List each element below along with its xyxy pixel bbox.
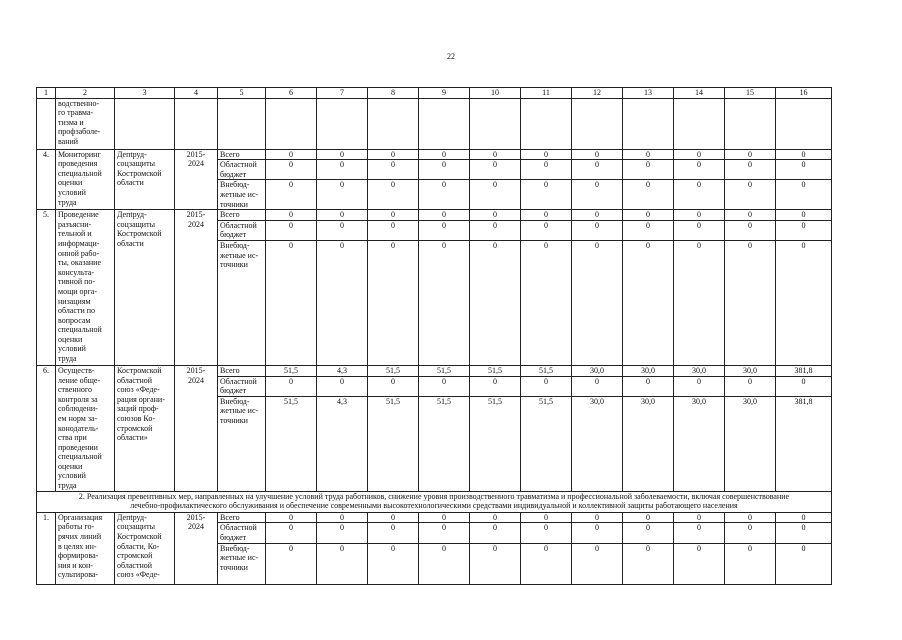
- period-cell: 2015- 2024: [175, 512, 218, 584]
- value-cell: 51,5: [266, 396, 317, 491]
- value-cell: 0: [725, 210, 776, 221]
- value-cell: 0: [317, 210, 368, 221]
- value-cell: 0: [674, 240, 725, 365]
- value-cell: 0: [266, 180, 317, 210]
- value-cell: 0: [266, 543, 317, 584]
- value-cell: 0: [419, 376, 470, 396]
- value-cell: 0: [317, 220, 368, 240]
- table-row: [37, 149, 832, 160]
- value-cell: 0: [317, 180, 368, 210]
- value-cell: 30,0: [725, 396, 776, 491]
- value-cell: 0: [725, 180, 776, 210]
- funding-source-label: Всего: [218, 512, 266, 523]
- funding-source-label: Внебюд- жетные ис- точники: [218, 396, 266, 491]
- value-cell: 0: [317, 240, 368, 365]
- measure-cell: водственно- го травма- тизма и профзаболе- ваний: [56, 98, 115, 149]
- value-cell: 0: [368, 543, 419, 584]
- cell-no: 6.: [37, 365, 56, 491]
- value-cell: 0: [725, 523, 776, 543]
- funding-source-label: Областной бюджет: [218, 160, 266, 180]
- funding-source-label: Всего: [218, 365, 266, 376]
- measure-cell: Организация работы го- рячих линий в целях ин- формирова- ния и кон- сультирова-: [56, 512, 115, 584]
- header-row: [37, 88, 832, 99]
- value-cell: 0: [470, 376, 521, 396]
- value-cell: 0: [776, 523, 832, 543]
- value-cell: 0: [419, 210, 470, 221]
- value-cell: 0: [572, 210, 623, 221]
- column-header: 9: [419, 88, 470, 99]
- column-header: 1: [37, 88, 56, 99]
- value-cell: 0: [521, 180, 572, 210]
- value-cell: 0: [521, 543, 572, 584]
- value-cell: 0: [572, 220, 623, 240]
- column-header: 5: [218, 88, 266, 99]
- value-cell: 0: [368, 523, 419, 543]
- value-cell: 51,5: [419, 396, 470, 491]
- value-cell: 0: [470, 543, 521, 584]
- value-cell: 51,5: [266, 365, 317, 376]
- measure-cell: Осуществ- ление обще- ственного контроля за соблюдени- ем норм за- конодатель- ства при проведении специальной оценки условий труда: [56, 365, 115, 491]
- value-cell: 51,5: [419, 365, 470, 376]
- value-cell: 0: [674, 523, 725, 543]
- value-cell: 0: [266, 149, 317, 160]
- funding-source-label: Областной бюджет: [218, 220, 266, 240]
- value-cell: 0: [674, 160, 725, 180]
- value-cell: 0: [317, 543, 368, 584]
- value-cell: 0: [776, 180, 832, 210]
- value-cell: 0: [674, 543, 725, 584]
- cell-no: 4.: [37, 149, 56, 210]
- section-heading-row: [37, 491, 832, 512]
- value-cell: 0: [368, 160, 419, 180]
- column-header: 6: [266, 88, 317, 99]
- value-cell: 0: [266, 220, 317, 240]
- column-header: 16: [776, 88, 832, 99]
- value-cell: 0: [419, 149, 470, 160]
- value-cell: 0: [674, 220, 725, 240]
- section-heading: 2. Реализация превентивных мер, направленных на улучшение условий труда работников, снижение уровня производственного травматизма и профессиональной заболеваемости, включая совершенствование лечебно-профилактического обслуживания и обеспечение современными высокотехнологическими средствами индивидуальной и коллективной защиты работающего населения: [37, 491, 832, 512]
- value-cell: 4,3: [317, 365, 368, 376]
- value-cell: 51,5: [368, 365, 419, 376]
- cell-no: 1.: [37, 512, 56, 584]
- column-header: 3: [115, 88, 175, 99]
- column-header: 4: [175, 88, 218, 99]
- value-cell: 51,5: [368, 396, 419, 491]
- executor-cell: Депtруд- соцзащиты Костромской области, Ко- стромской областной союз «Феде-: [115, 512, 175, 584]
- value-cell: 0: [368, 512, 419, 523]
- value-cell: 30,0: [623, 365, 674, 376]
- value-cell: 0: [419, 180, 470, 210]
- value-cell: 51,5: [470, 365, 521, 376]
- value-cell: 0: [572, 523, 623, 543]
- value-cell: 0: [419, 240, 470, 365]
- value-cell: 0: [521, 523, 572, 543]
- executor-cell: Депtруд- соцзащиты Костромской области: [115, 149, 175, 210]
- measure-cell: Мониторинг проведения специальной оценки условий труда: [56, 149, 115, 210]
- value-cell: 30,0: [572, 396, 623, 491]
- funding-source-label: Областной бюджет: [218, 523, 266, 543]
- value-cell: 0: [368, 376, 419, 396]
- value-cell: 0: [521, 220, 572, 240]
- value-cell: 0: [572, 149, 623, 160]
- value-cell: 0: [317, 376, 368, 396]
- value-cell: 51,5: [521, 365, 572, 376]
- column-header: 13: [623, 88, 674, 99]
- value-cell: 0: [470, 180, 521, 210]
- value-cell: 0: [521, 240, 572, 365]
- value-cell: 381,8: [776, 365, 832, 376]
- page-number: 22: [447, 52, 455, 61]
- value-cell: 0: [419, 160, 470, 180]
- funding-source-label: Внебюд- жетные ис- точники: [218, 543, 266, 584]
- value-cell: 0: [725, 240, 776, 365]
- funding-source-label: Всего: [218, 210, 266, 221]
- value-cell: 0: [674, 210, 725, 221]
- value-cell: 0: [674, 180, 725, 210]
- value-cell: 0: [776, 543, 832, 584]
- value-cell: 0: [521, 160, 572, 180]
- source-cell: [218, 98, 266, 149]
- value-cell: 0: [317, 160, 368, 180]
- value-cell: 0: [368, 210, 419, 221]
- value-cell: 0: [419, 220, 470, 240]
- value-cell: 0: [623, 220, 674, 240]
- value-cell: 0: [572, 512, 623, 523]
- value-cell: 0: [572, 376, 623, 396]
- column-header: 15: [725, 88, 776, 99]
- column-header: 12: [572, 88, 623, 99]
- value-cell: 0: [317, 523, 368, 543]
- value-cell: 0: [776, 512, 832, 523]
- executor-cell: Костромской областной союз «Феде- рация органи- заций проф- союзов Ко- стромской области»: [115, 365, 175, 491]
- value-cell: 0: [776, 240, 832, 365]
- table-row: [37, 512, 832, 523]
- value-cell: 0: [470, 220, 521, 240]
- value-cell: 0: [470, 149, 521, 160]
- table-row: [37, 210, 832, 221]
- funding-source-label: Внебюд- жетные ис- точники: [218, 240, 266, 365]
- carryover-row: [37, 98, 832, 149]
- value-cell: 0: [623, 210, 674, 221]
- value-cell: 30,0: [674, 396, 725, 491]
- column-header: 7: [317, 88, 368, 99]
- funding-source-label: Областной бюджет: [218, 376, 266, 396]
- value-cell: 0: [368, 149, 419, 160]
- value-cell: 0: [623, 149, 674, 160]
- value-cell: 0: [572, 160, 623, 180]
- value-cell: 0: [368, 220, 419, 240]
- column-header: 8: [368, 88, 419, 99]
- value-cell: 0: [725, 149, 776, 160]
- value-cell: 0: [266, 160, 317, 180]
- value-cell: 0: [623, 160, 674, 180]
- value-cell: 0: [521, 210, 572, 221]
- value-cell: 0: [470, 512, 521, 523]
- value-cell: 0: [419, 543, 470, 584]
- value-cell: 0: [368, 240, 419, 365]
- value-cell: 0: [521, 512, 572, 523]
- value-cell: 30,0: [674, 365, 725, 376]
- column-header: 2: [56, 88, 115, 99]
- value-cell: 0: [419, 523, 470, 543]
- value-cell: 0: [368, 180, 419, 210]
- table-row: [37, 365, 832, 376]
- value-cell: 0: [266, 210, 317, 221]
- value-cell: 0: [572, 180, 623, 210]
- value-cell: 0: [266, 512, 317, 523]
- value-cell: 0: [521, 376, 572, 396]
- period-cell: 2015- 2024: [175, 210, 218, 366]
- value-cell: 0: [725, 160, 776, 180]
- value-cell: 0: [521, 149, 572, 160]
- value-cell: 0: [725, 220, 776, 240]
- value-cell: 0: [674, 512, 725, 523]
- value-cell: 0: [776, 149, 832, 160]
- value-cell: 0: [725, 512, 776, 523]
- value-cell: 30,0: [623, 396, 674, 491]
- value-cell: 0: [470, 523, 521, 543]
- value-cell: 0: [470, 210, 521, 221]
- value-cell: 0: [623, 240, 674, 365]
- value-cell: 0: [317, 512, 368, 523]
- cell-no: [37, 98, 56, 149]
- value-cell: 381,8: [776, 396, 832, 491]
- column-header: 14: [674, 88, 725, 99]
- measure-cell: Проведение разъясни- тельной и информаци- онной рабо- ты, оказание консульта- тивной по- мощи орга- низациям области по вопросам специальной оценки условий труда: [56, 210, 115, 366]
- value-cell: 0: [470, 160, 521, 180]
- executor-cell: Депtруд- соцзащиты Костромской области: [115, 210, 175, 366]
- value-cell: 0: [266, 523, 317, 543]
- value-cell: 0: [776, 210, 832, 221]
- value-cell: 30,0: [725, 365, 776, 376]
- value-cell: 0: [317, 149, 368, 160]
- value-cell: 30,0: [572, 365, 623, 376]
- value-cell: 51,5: [521, 396, 572, 491]
- column-header: 10: [470, 88, 521, 99]
- value-cell: 0: [266, 240, 317, 365]
- funding-source-label: Всего: [218, 149, 266, 160]
- value-cell: 0: [623, 512, 674, 523]
- value-cell: 0: [674, 149, 725, 160]
- value-cell: 0: [776, 376, 832, 396]
- value-cell: 0: [725, 376, 776, 396]
- period-cell: 2015- 2024: [175, 149, 218, 210]
- value-cell: 0: [470, 240, 521, 365]
- executor-cell: [115, 98, 175, 149]
- value-cell: 0: [623, 376, 674, 396]
- program-table: [36, 87, 832, 585]
- period-cell: 2015- 2024: [175, 365, 218, 491]
- period-cell: [175, 98, 218, 149]
- value-cell: 0: [266, 376, 317, 396]
- value-cell: 0: [572, 240, 623, 365]
- value-cell: 0: [572, 543, 623, 584]
- value-cell: 0: [623, 523, 674, 543]
- value-cell: 0: [725, 543, 776, 584]
- value-cell: 51,5: [470, 396, 521, 491]
- column-header: 11: [521, 88, 572, 99]
- value-cell: 4,3: [317, 396, 368, 491]
- value-cell: 0: [419, 512, 470, 523]
- value-cell: 0: [776, 160, 832, 180]
- value-cell: 0: [776, 220, 832, 240]
- cell-no: 5.: [37, 210, 56, 366]
- value-cell: 0: [623, 180, 674, 210]
- value-cell: 0: [674, 376, 725, 396]
- funding-source-label: Внебюд- жетные ис- точники: [218, 180, 266, 210]
- value-cell: 0: [623, 543, 674, 584]
